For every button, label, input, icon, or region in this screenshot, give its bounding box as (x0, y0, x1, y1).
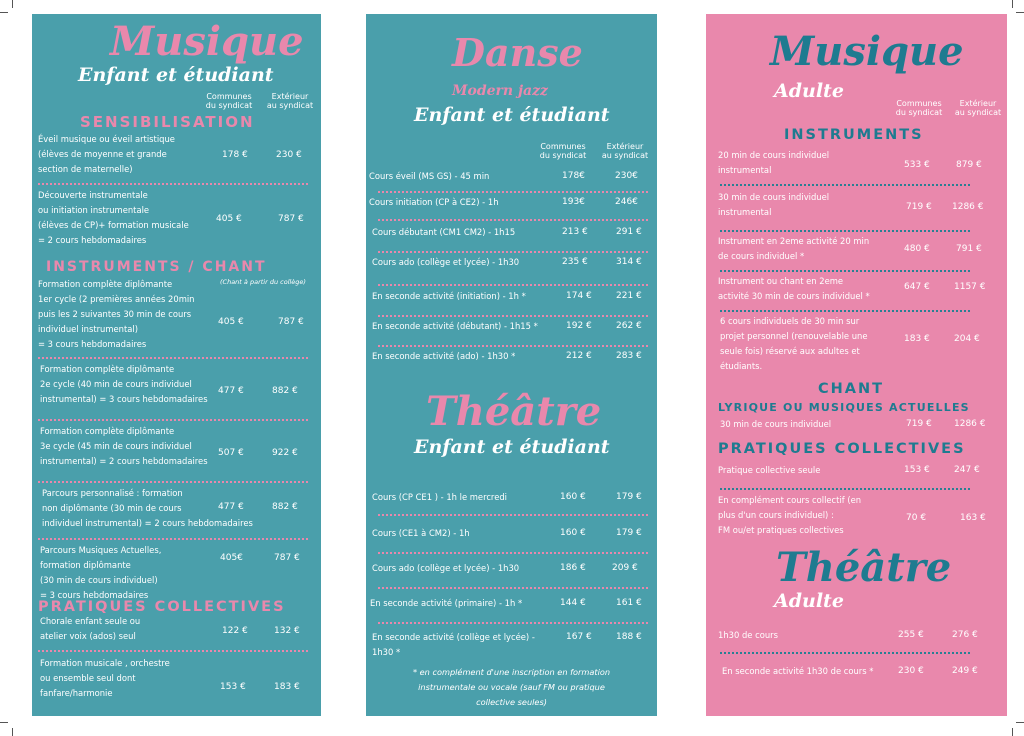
price-communes: 405 € (218, 317, 244, 327)
price-communes: 178 € (222, 150, 248, 160)
price-communes: 230 € (898, 666, 924, 676)
price-communes: 235 € (562, 257, 588, 267)
panel-musique-adulte: Musique Adulte Communes du syndicat Extérieur au syndicat INSTRUMENTS 20 min de cours individuel instrumental 533 € 879 € 30 min de cours individuel instrumental 719 € 1286 € Instrument en 2eme activité 20 min de cours individuel * 480 € 791 € Instrument ou chant en 2eme activité 30 min de cours individuel * 647 € 1157 € 6 cours individuels de 30 min sur projet personnel (renouvelable une seule fois) réservé aux adultes et étudiants. 183 € 204 € CHANT LYRIQUE OU MUSIQUES ACTUELLES 30 min de cours individuel 719 € 1286 € PRATIQUES COLLECTIVES Pratique collective seule 153 € 247 € En complément cours collectif (en plus d'un cours individuel) : FM ou/et pratiques collectives 70 € 163 € Théâtre Adulte 1h30 de cours 255 € 276 € En seconde activité 1h30 de cours * 230 € 249 € (706, 14, 1007, 716)
price-exterieur: 787 € (278, 317, 304, 327)
section-chant: CHANT (818, 381, 885, 397)
price-exterieur: 1286 € (954, 419, 986, 429)
row-label: 1h30 de cours (718, 630, 778, 640)
row-label: Pratique collective seule (718, 465, 821, 475)
theatre-title: Théâtre (776, 544, 952, 591)
price-communes: 144 € (560, 598, 586, 608)
crop-mark (1012, 0, 1023, 8)
modern-jazz-subtitle: Modern jazz (452, 83, 548, 99)
crop-mark (12, 0, 23, 8)
price-communes: 405€ (220, 553, 243, 563)
row-label: En seconde activité (collège et lycée) - 1h30 * (372, 632, 535, 657)
footnote: * en complément d'une inscription en formation instrumentale ou vocale (sauf FM ou pratique collective seules) (412, 667, 611, 707)
musique-title: Musique (770, 28, 964, 75)
price-exterieur: 209 € (612, 563, 638, 573)
row-decouverte: Découverte instrumentale ou initiation instrumentale (élèves de CP)+ formation musicale = 2 cours hebdomadaires 405 € 787 € (38, 190, 304, 245)
price-exterieur: 291 € (616, 227, 642, 237)
price-exterieur: 314 € (616, 257, 642, 267)
section-pratiques-collectives: PRATIQUES COLLECTIVES (718, 441, 966, 457)
col-header-exterieur: Extérieur au syndicat (266, 92, 314, 110)
price-exterieur: 879 € (956, 160, 982, 170)
price-exterieur: 787 € (274, 553, 300, 563)
divider (38, 357, 308, 359)
price-communes: 192 € (566, 321, 592, 331)
price-communes: 70 € (906, 513, 927, 523)
row-label: Cours ado (collège et lycée) - 1h30 (372, 257, 520, 267)
price-exterieur: 183 € (274, 682, 300, 692)
price-exterieur: 247 € (954, 465, 980, 475)
price-communes: 507 € (218, 448, 244, 458)
price-communes: 122 € (222, 626, 248, 636)
col-header-exterieur: Extérieur au syndicat (601, 142, 649, 160)
price-communes: 174 € (566, 291, 592, 301)
divider (38, 650, 308, 652)
enfant-subtitle: Enfant et étudiant (414, 436, 610, 458)
enfant-subtitle: Enfant et étudiant (78, 64, 274, 86)
price-exterieur: 791 € (956, 244, 982, 254)
price-communes: 719 € (906, 419, 932, 429)
price-exterieur: 179 € (616, 492, 642, 502)
adulte-subtitle: Adulte (774, 80, 844, 102)
crop-mark (0, 722, 8, 733)
row-label: Cours ado (collège et lycée) - 1h30 (372, 563, 520, 573)
crop-mark (0, 12, 8, 23)
row-label: En seconde activité 1h30 de cours * (722, 666, 874, 676)
divider (38, 538, 308, 540)
row-parcours-perso: Parcours personnalisé : formation non diplômante (30 min de cours individuel instrumental) = 2 cours hebdomadaires 477 € 882 € (42, 488, 298, 528)
price-exterieur: 161 € (616, 598, 642, 608)
price-exterieur: 163 € (960, 513, 986, 523)
price-communes: 153 € (904, 465, 930, 475)
price-exterieur: 262 € (616, 321, 642, 331)
price-exterieur: 283 € (616, 351, 642, 361)
panel-danse-theatre (366, 14, 657, 716)
row-label: En seconde activité (primaire) - 1h * (370, 598, 523, 608)
price-exterieur: 1157 € (954, 282, 986, 292)
price-exterieur: 221 € (616, 291, 642, 301)
price-communes: 186 € (560, 563, 586, 573)
price-communes: 719 € (906, 202, 932, 212)
row-label: En seconde activité (débutant) - 1h15 * (372, 321, 538, 331)
price-communes: 178€ (562, 171, 585, 181)
crop-mark (12, 728, 23, 736)
col-header-exterieur: Extérieur au syndicat (954, 99, 1002, 117)
row-label: Cours initiation (CP à CE2) - 1h (369, 197, 499, 207)
row-label: 30 min de cours individuel (720, 419, 832, 429)
price-exterieur: 922 € (272, 448, 298, 458)
row-label: Cours débutant (CM1 CM2) - 1h15 (372, 227, 516, 237)
crop-mark (1016, 12, 1024, 23)
price-communes: 167 € (566, 632, 592, 642)
musique-title: Musique (110, 18, 304, 65)
theatre-title: Théâtre (426, 388, 602, 435)
col-header-communes: Communes du syndicat (895, 99, 943, 117)
row-formation-musicale: Formation musicale , orchestre ou ensemble seul dont fanfare/harmonie 153 € 183 € (40, 658, 300, 698)
row-label: Cours (CP CE1 ) - 1h le mercredi (372, 492, 507, 502)
row-label: En seconde activité (ado) - 1h30 * (372, 351, 516, 361)
price-communes: 480 € (904, 244, 930, 254)
price-communes: 183 € (904, 334, 930, 344)
price-communes: 153 € (220, 682, 246, 692)
section-instruments-chant: INSTRUMENTS / CHANT (46, 259, 267, 275)
panel-musique-enfant (32, 14, 321, 716)
divider (38, 183, 308, 185)
row-2e-cycle: Formation complète diplômante 2e cycle (40 min de cours individuel instrumental) = 3 cours hebdomadaires 477 € 882 € (40, 364, 298, 404)
price-communes: 160 € (560, 492, 586, 502)
price-communes: 533 € (904, 160, 930, 170)
section-sensibilisation: SENSIBILISATION (80, 113, 255, 131)
price-communes: 647 € (904, 282, 930, 292)
price-communes: 213 € (562, 227, 588, 237)
row-label: Cours (CE1 à CM2) - 1h (372, 528, 470, 538)
section-instruments: INSTRUMENTS (784, 127, 924, 143)
adulte-subtitle: Adulte (774, 590, 844, 612)
divider (38, 481, 308, 483)
price-communes: 193€ (562, 197, 585, 207)
price-communes: 477 € (218, 502, 244, 512)
row-label: Cours éveil (MS GS) - 45 min (369, 171, 490, 181)
price-exterieur: 249 € (952, 666, 978, 676)
row-chorale: Chorale enfant seule ou atelier voix (ados) seul 122 € 132 € (40, 616, 300, 641)
price-communes: 160 € (560, 528, 586, 538)
danse-title: Danse (452, 30, 583, 75)
col-header-communes: Communes du syndicat (205, 92, 253, 110)
price-exterieur: 882 € (272, 502, 298, 512)
col-header-communes: Communes du syndicat (539, 142, 587, 160)
price-exterieur: 132 € (274, 626, 300, 636)
row-1er-cycle: Formation complète diplômante 1er cycle (2 premières années 20min puis les 2 suivantes 30 min de cours individuel instrumental) = 3 cours hebdomadaires 405 € 787 € (38, 279, 304, 349)
price-communes: 477 € (218, 386, 244, 396)
price-exterieur: 188 € (616, 632, 642, 642)
chant-note: (Chant à partir du collège) (220, 278, 306, 286)
divider (38, 419, 308, 421)
row-eveil: Éveil musique ou éveil artistique (élèves de moyenne et grande section de maternelle) 178 € 230 € (38, 134, 302, 174)
price-exterieur: 179 € (616, 528, 642, 538)
price-exterieur: 230€ (615, 171, 638, 181)
price-exterieur: 882 € (272, 386, 298, 396)
price-communes: 255 € (898, 630, 924, 640)
price-communes: 405 € (216, 214, 242, 224)
price-exterieur: 1286 € (952, 202, 984, 212)
price-exterieur: 276 € (952, 630, 978, 640)
price-exterieur: 787 € (278, 214, 304, 224)
price-exterieur: 204 € (954, 334, 980, 344)
price-communes: 212 € (566, 351, 592, 361)
price-exterieur: 246€ (615, 197, 638, 207)
crop-mark (1016, 722, 1024, 733)
row-3e-cycle: Formation complète diplômante 3e cycle (45 min de cours individuel instrumental) = 2 cours hebdomadaires 507 € 922 € (40, 426, 298, 466)
price-exterieur: 230 € (276, 150, 302, 160)
section-lyrique: LYRIQUE OU MUSIQUES ACTUELLES (718, 401, 970, 414)
row-musiques-actuelles: Parcours Musiques Actuelles, formation diplômante (30 min de cours individuel) = 3 cours hebdomadaires 405€ 787 € (40, 545, 300, 600)
enfant-subtitle: Enfant et étudiant (414, 104, 610, 126)
section-pratiques-collectives: PRATIQUES COLLECTIVES (38, 599, 286, 615)
row-label: En seconde activité (initiation) - 1h * (372, 291, 526, 301)
